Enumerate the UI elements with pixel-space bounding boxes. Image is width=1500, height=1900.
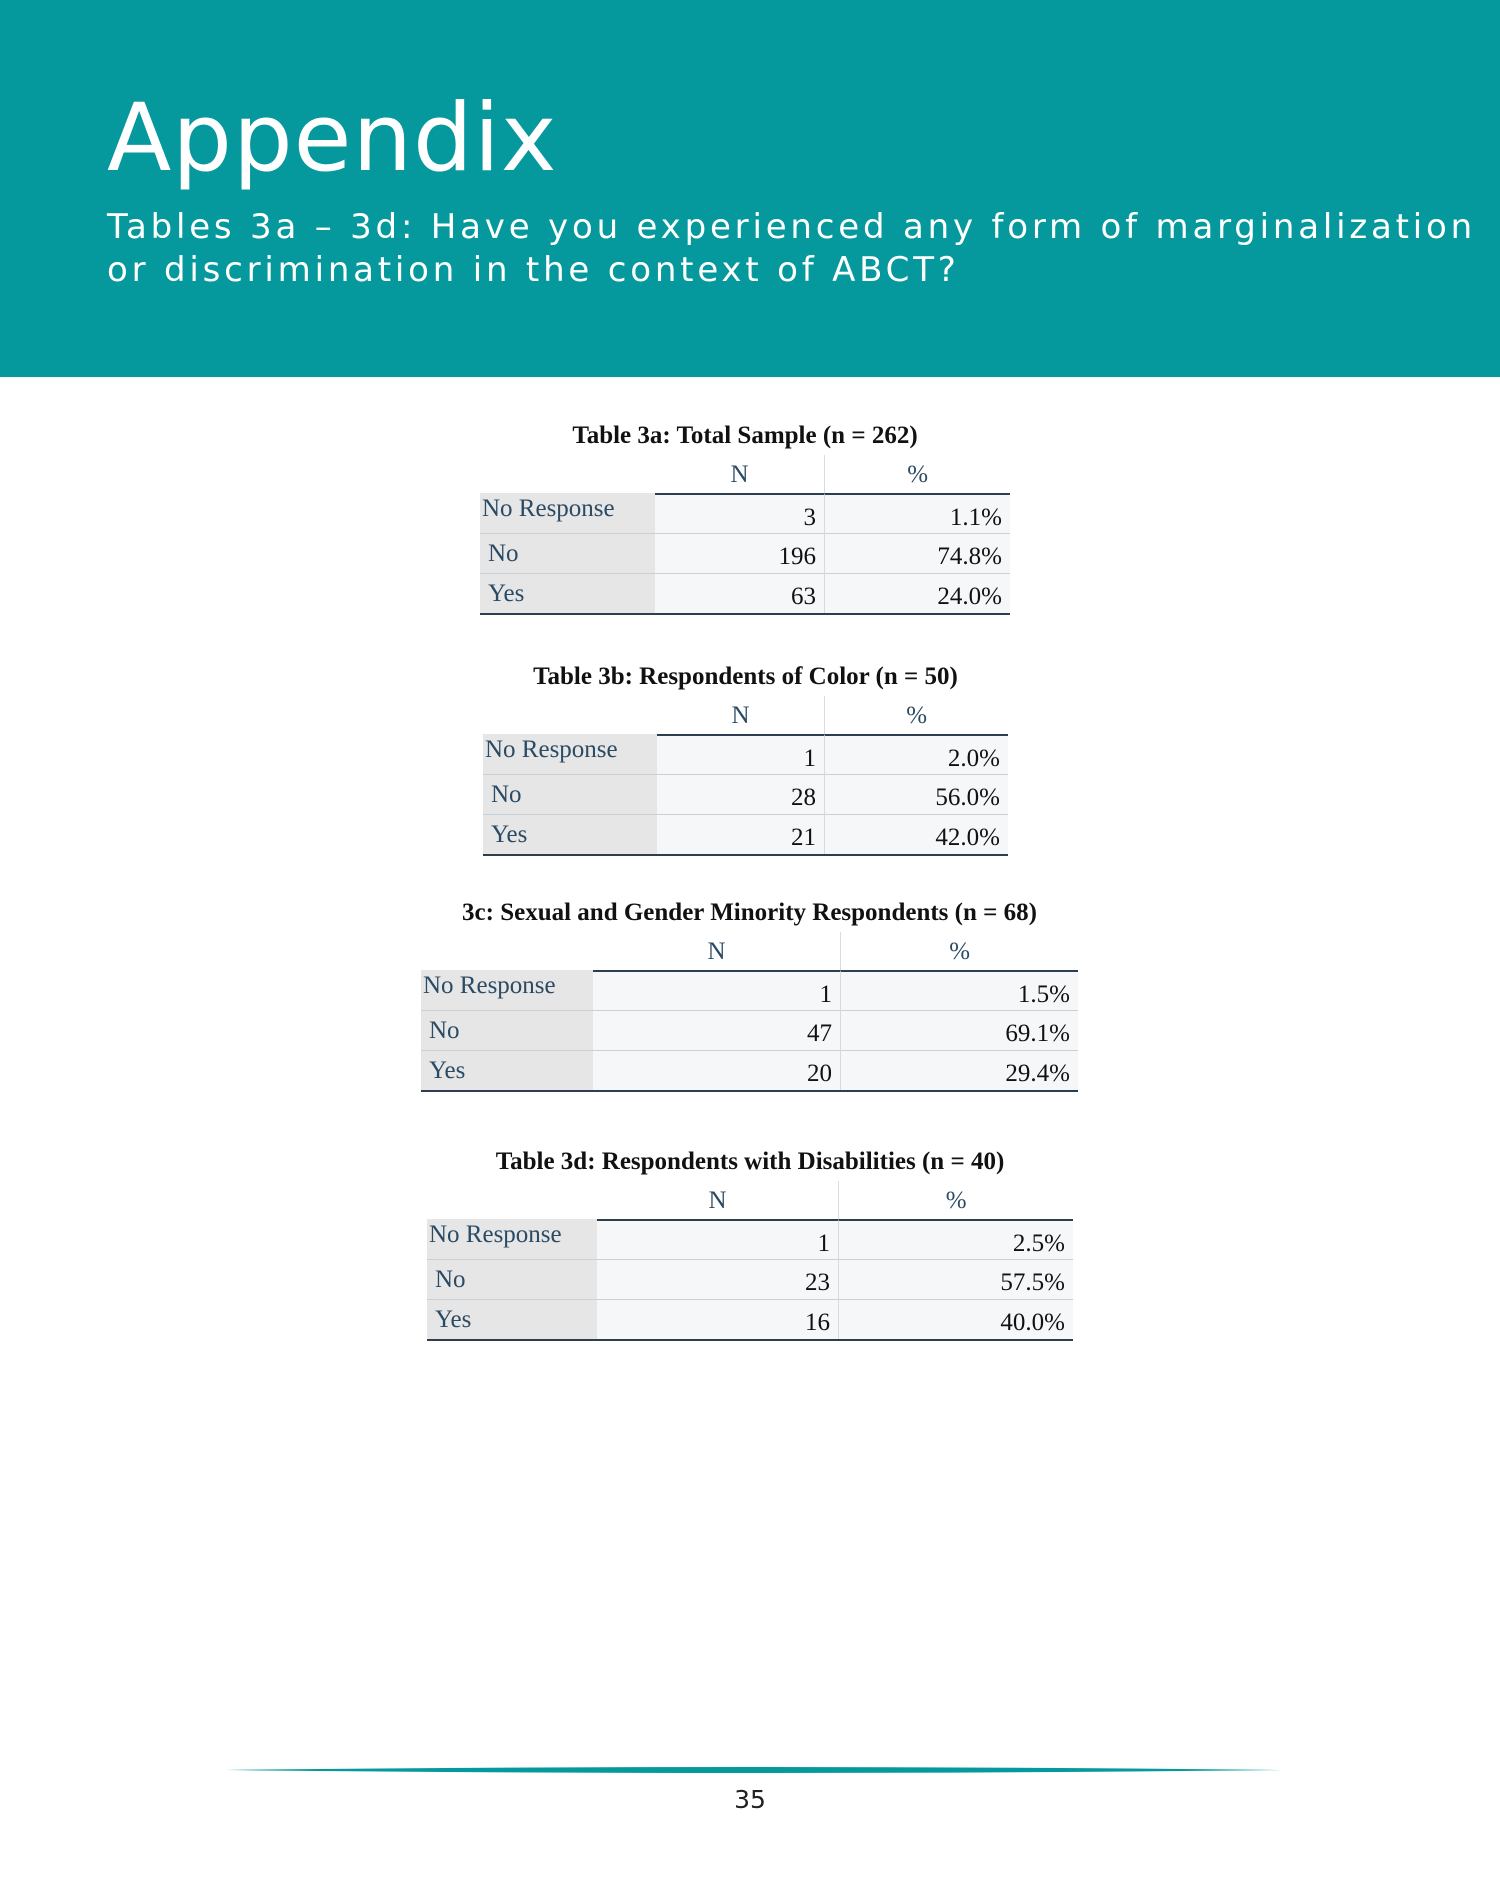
row-pct: 40.0%: [839, 1299, 1073, 1339]
header-banner: [0, 0, 1500, 377]
page-number: 35: [734, 1785, 766, 1814]
row-label: No: [480, 533, 655, 573]
row-label: Yes: [480, 573, 655, 613]
row-label: No Response: [421, 970, 593, 1010]
column-header-pct: %: [945, 1187, 967, 1214]
row-pct: 42.0%: [825, 814, 1008, 854]
column-header-pct: %: [907, 461, 929, 488]
row-n: 16: [597, 1299, 839, 1339]
table-3a: [480, 417, 1010, 615]
table-header: [480, 455, 1010, 493]
table-row: [480, 533, 1010, 573]
table-row: [421, 1050, 1078, 1090]
column-header-n: N: [655, 455, 826, 493]
row-pct: 1.1%: [825, 493, 1010, 533]
table-row: [427, 1299, 1073, 1339]
row-pct: 69.1%: [841, 1010, 1078, 1050]
table-3c: [421, 894, 1078, 1092]
table-row: [480, 573, 1010, 613]
table-bottom-rule: [483, 854, 1008, 856]
row-pct: 74.8%: [825, 533, 1010, 573]
table-row: [427, 1219, 1073, 1259]
row-n: 3: [655, 493, 825, 533]
row-pct: 24.0%: [825, 573, 1010, 613]
row-n: 1: [593, 970, 841, 1010]
row-label: No Response: [483, 734, 657, 774]
row-n: 1: [657, 734, 825, 774]
table-header: [483, 696, 1008, 734]
row-label: No Response: [427, 1219, 597, 1259]
table-title: Table 3a: Total Sample (n = 262): [572, 422, 918, 449]
footer-divider: [225, 1764, 1283, 1776]
column-header-pct: %: [906, 702, 928, 729]
row-n: 1: [597, 1219, 839, 1259]
row-pct: 2.5%: [839, 1219, 1073, 1259]
table-row: [421, 970, 1078, 1010]
table-header: [421, 932, 1078, 970]
table-row: [427, 1259, 1073, 1299]
row-pct: 29.4%: [841, 1050, 1078, 1090]
table-3d: [427, 1143, 1073, 1341]
table-bottom-rule: [427, 1339, 1073, 1341]
row-pct: 1.5%: [841, 970, 1078, 1010]
row-label: No: [427, 1259, 597, 1299]
table-row: [483, 814, 1008, 854]
table-title: Table 3b: Respondents of Color (n = 50): [533, 663, 958, 690]
row-n: 47: [593, 1010, 841, 1050]
column-header-pct: %: [949, 938, 971, 965]
table-header: [427, 1181, 1073, 1219]
table-title: Table 3d: Respondents with Disabilities (n = 40): [495, 1148, 1005, 1175]
row-n: 63: [655, 573, 825, 613]
column-header-n: N: [593, 932, 842, 970]
row-label: Yes: [427, 1299, 597, 1339]
page-subtitle: Tables 3a – 3d: Have you experienced any form of marginalization or discrimination in the context of ABCT?: [107, 207, 1476, 290]
row-label: No: [421, 1010, 593, 1050]
page-title: Appendix: [107, 84, 558, 193]
row-label: Yes: [483, 814, 657, 854]
column-header-n: N: [657, 696, 826, 734]
table-row: [483, 734, 1008, 774]
table-row: [421, 1010, 1078, 1050]
row-n: 28: [657, 774, 825, 814]
table-3b: [483, 658, 1008, 856]
row-label: Yes: [421, 1050, 593, 1090]
row-n: 23: [597, 1259, 839, 1299]
row-n: 20: [593, 1050, 841, 1090]
row-pct: 2.0%: [825, 734, 1008, 774]
table-bottom-rule: [480, 613, 1010, 615]
row-pct: 57.5%: [839, 1259, 1073, 1299]
table-row: [483, 774, 1008, 814]
table-row: [480, 493, 1010, 533]
table-title: 3c: Sexual and Gender Minority Respondents (n = 68): [462, 899, 1037, 926]
row-n: 21: [657, 814, 825, 854]
row-label: No Response: [480, 493, 655, 533]
row-pct: 56.0%: [825, 774, 1008, 814]
row-n: 196: [655, 533, 825, 573]
row-label: No: [483, 774, 657, 814]
table-bottom-rule: [421, 1090, 1078, 1092]
column-header-n: N: [597, 1181, 840, 1219]
